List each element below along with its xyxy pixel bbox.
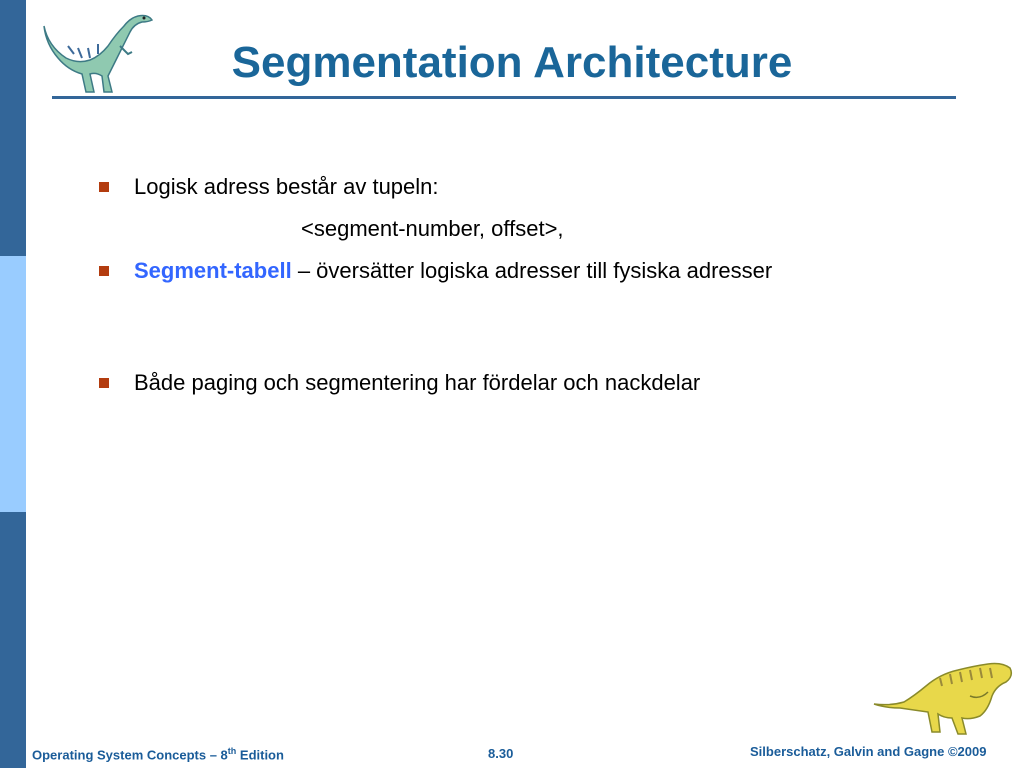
footer-book-suffix: Edition: [236, 747, 284, 763]
dinosaur-icon: [870, 656, 1018, 738]
bullet-highlight-term: Segment-tabell: [134, 258, 292, 283]
page-number: 8.30: [488, 746, 514, 761]
bullet-continuation: <segment-number, offset>,: [301, 216, 564, 241]
title-divider: [52, 96, 956, 99]
footer-copyright: Silberschatz, Galvin and Gagne ©2009: [750, 744, 987, 759]
bullet-item: [96, 172, 994, 202]
dinosaur-icon: [38, 6, 156, 96]
footer-book-sup: th: [227, 746, 237, 756]
footer-book-text: Operating System Concepts – 8: [32, 747, 228, 763]
bullet-text: Logisk adress består av tupeln:: [134, 174, 439, 199]
footer-book-title: [32, 746, 284, 762]
square-bullet-icon: [99, 182, 109, 192]
square-bullet-icon: [99, 378, 109, 388]
square-bullet-icon: [99, 266, 109, 276]
bullet-text: – översätter logiska adresser till fysiska adresser: [291, 258, 773, 283]
bullet-item: [96, 368, 994, 398]
slide-title: Segmentation Architecture: [231, 38, 793, 87]
left-sidebar-highlight: [0, 256, 26, 512]
bullet-text: Både paging och segmentering har fördelar och nackdelar: [134, 370, 701, 395]
bullet-item: [96, 256, 854, 286]
